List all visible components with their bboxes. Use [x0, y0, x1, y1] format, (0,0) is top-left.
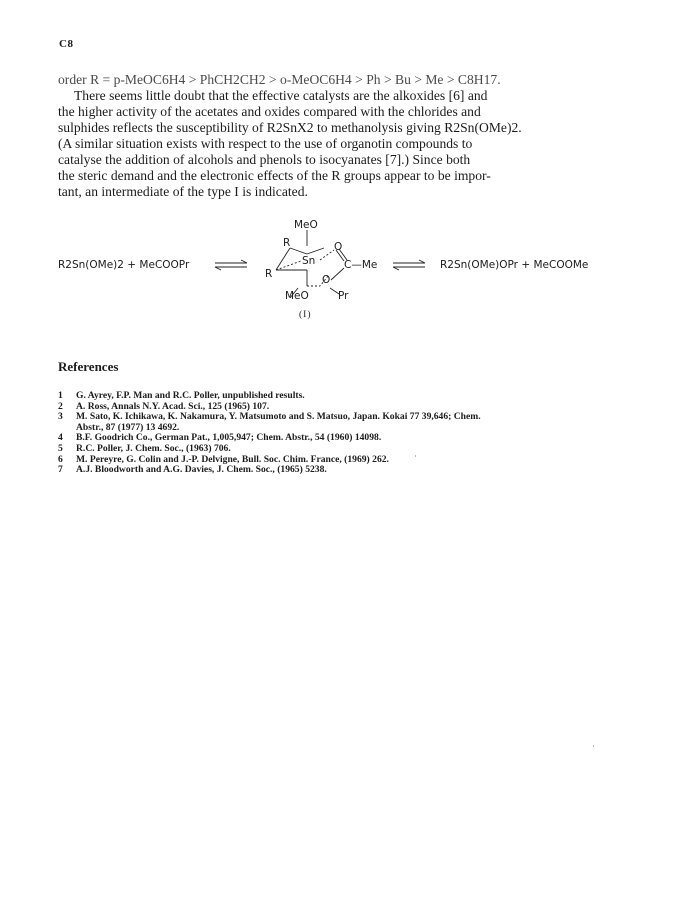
propyl-label: Pr: [338, 290, 349, 302]
text-line: order R = p-MeOC6H4 > PhCH2CH2 > o-MeOC6H4 > Ph > Bu > Me > C8H17.: [58, 72, 501, 87]
oxygen-label-top: O: [334, 241, 343, 253]
tin-atom-label: Sn: [302, 255, 316, 267]
compound-label: (I): [299, 310, 312, 320]
text-line: There seems little doubt that the effective catalysts are the alkoxides [6] and: [74, 88, 488, 103]
equilibrium-arrow-right: [393, 260, 425, 270]
r-group-label-top: R: [283, 237, 291, 249]
reference-number: 2: [58, 400, 63, 412]
reference-number: 3: [58, 411, 63, 423]
acyl-carbon-label: C—Me: [344, 259, 378, 271]
reference-text: B.F. Goodrich Co., German Pat., 1,005,947; Chem. Abstr., 54 (1960) 14098.: [76, 432, 382, 444]
reference-text: Abstr., 87 (1977) 13 4692.: [76, 421, 180, 433]
reference-number: 1: [58, 390, 63, 401]
text-line: (A similar situation exists with respect to the use of organotin compounds to: [58, 136, 473, 151]
reactants-text: R2Sn(OMe)2 + MeCOOPr: [58, 259, 190, 271]
text-line: sulphides reflects the susceptibility of R2SnX2 to methanolysis giving R2Sn(OMe)2.: [58, 120, 522, 135]
reference-number: 4: [58, 432, 63, 444]
oxygen-label-bottom: O: [322, 274, 331, 286]
scan-speck: [415, 455, 416, 457]
reference-text: A.J. Bloodworth and A.G. Davies, J. Chem. Soc., (1965) 5238.: [76, 464, 327, 476]
equilibrium-arrow-left: [215, 260, 247, 270]
page-identifier: C8: [59, 38, 74, 50]
products-text: R2Sn(OMe)OPr + MeCOOMe: [440, 259, 589, 271]
text-line: catalyse the addition of alcohols and phenols to isocyanates [7].) Since both: [58, 152, 471, 167]
references-heading: References: [58, 359, 119, 374]
reference-text: G. Ayrey, F.P. Man and R.C. Poller, unpublished results.: [76, 390, 305, 401]
reference-text: A. Ross, Annals N.Y. Acad. Sci., 125 (1965) 107.: [76, 400, 270, 412]
reference-text: M. Sato, K. Ichikawa, K. Nakamura, Y. Matsumoto and S. Matsuo, Japan. Kokai 77 39,646; Chem.: [76, 411, 481, 423]
reference-item: [58, 465, 628, 476]
body-paragraph: [58, 72, 618, 200]
reference-item: [58, 391, 628, 402]
text-line: the steric demand and the electronic effects of the R groups appear to be impor-: [58, 168, 491, 183]
text-line: the higher activity of the acetates and oxides compared with the chlorides and: [58, 104, 481, 119]
text-line: tant, an intermediate of the type I is indicated.: [58, 184, 308, 199]
reference-text: M. Pereyre, G. Colin and J.-P. Delvigne, Bull. Soc. Chim. France, (1969) 262.: [76, 453, 389, 465]
reference-item: [58, 444, 628, 455]
scan-speck: [593, 745, 594, 747]
references-list: [58, 391, 628, 476]
reference-number: 7: [58, 464, 63, 476]
reference-number: 6: [58, 453, 63, 465]
reference-text: R.C. Poller, J. Chem. Soc., (1963) 706.: [76, 442, 231, 454]
reaction-scheme: [58, 214, 648, 324]
methoxy-label-top: MeO: [294, 219, 318, 231]
r-group-label-left: R: [265, 268, 273, 280]
reference-number: 5: [58, 442, 63, 454]
reference-item: [58, 412, 628, 433]
methoxy-label-bottom: MeO: [285, 290, 309, 302]
